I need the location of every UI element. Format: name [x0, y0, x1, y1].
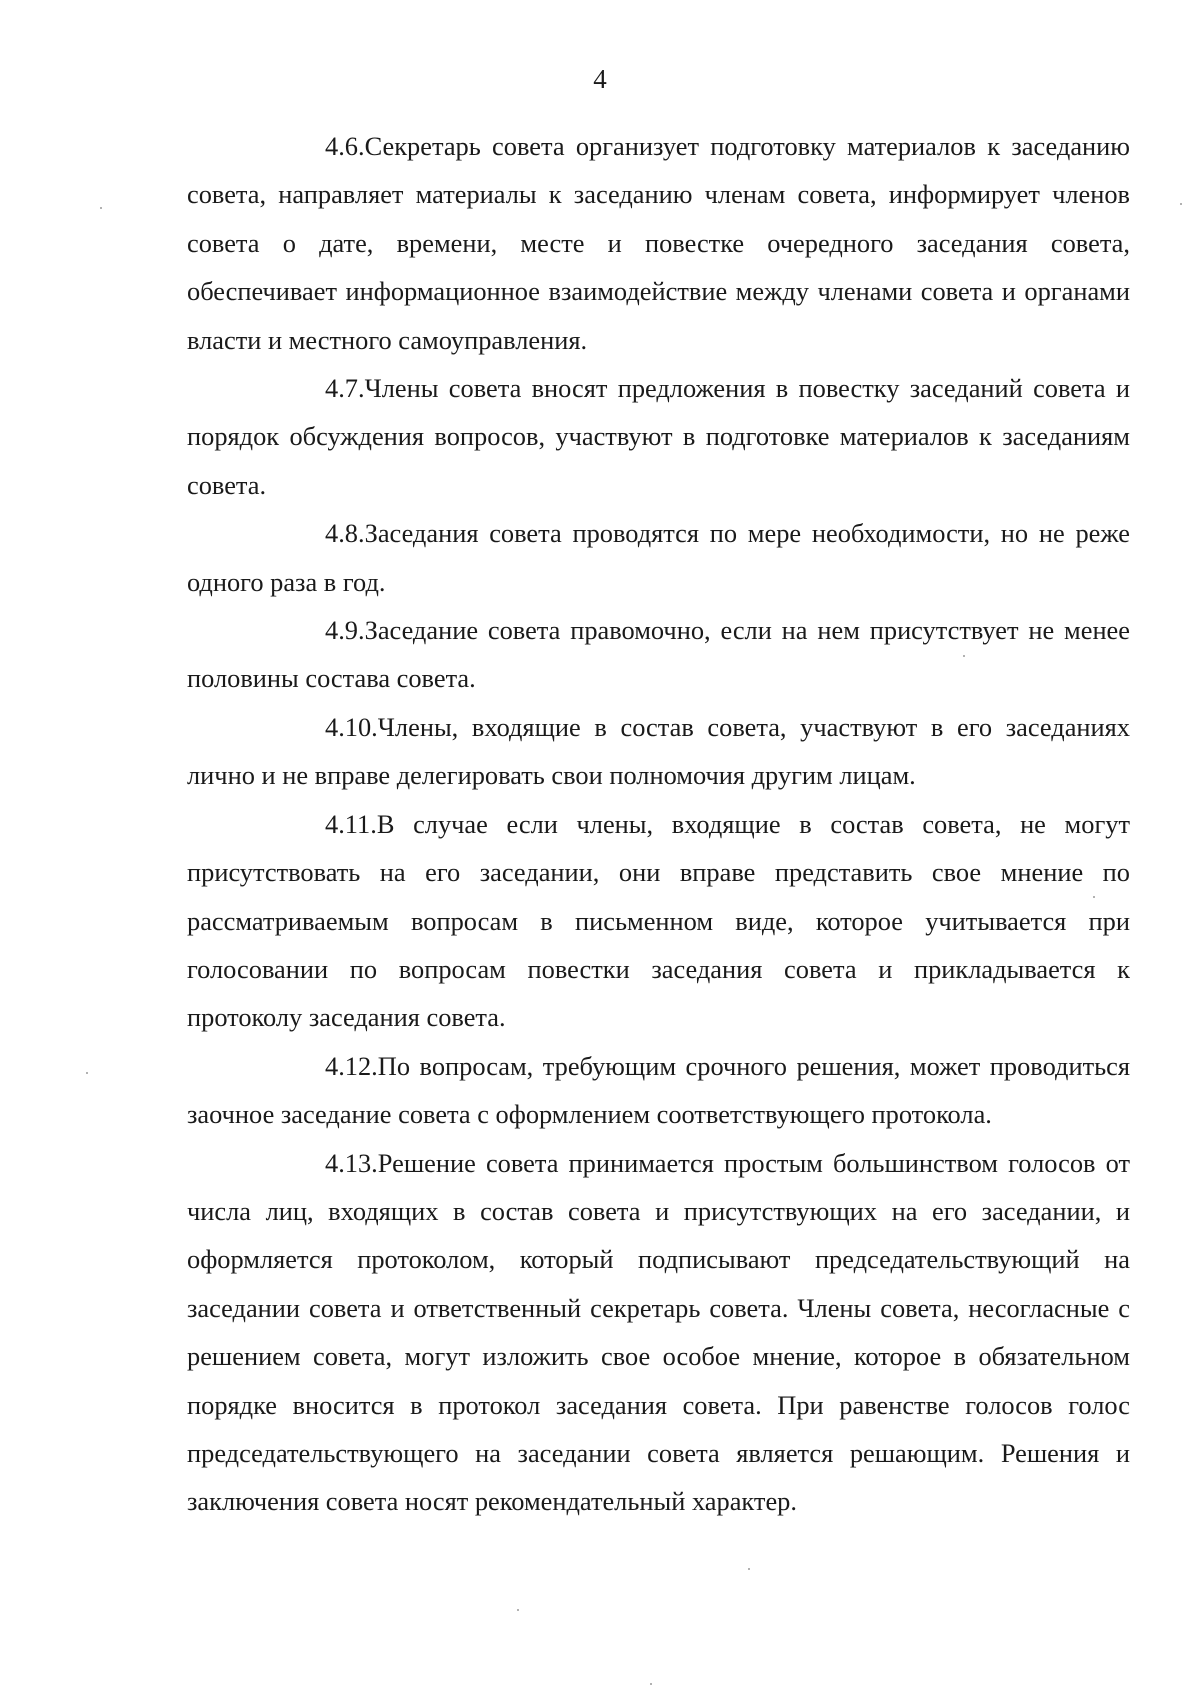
scan-speck — [517, 1609, 519, 1611]
paragraph-number: 4.6. — [325, 131, 365, 161]
paragraph-text: Заседание совета правомочно, если на нем присутствует не менее половины состава совета. — [187, 615, 1130, 694]
scan-speck — [86, 1072, 88, 1074]
paragraph-4-7 — [187, 364, 1130, 509]
scan-speck — [963, 655, 965, 657]
paragraph-text: Секретарь совета организует подготовку материалов к заседанию совета, направляет материалы к заседанию членам совета, информирует членов совета о дате, времени, месте и повестке очередного заседания совета, обеспечивает информационное взаимодействие между членами совета и органами власти и местного самоуправления. — [187, 131, 1130, 355]
paragraph-text: В случае если члены, входящие в состав совета, не могут присутствовать на его заседании, они вправе представить свое мнение по рассматриваемым вопросам в письменном виде, которое учитывается при голосовании по вопросам повестки заседания совета и прикладывается к протоколу заседания совета. — [187, 808, 1130, 1033]
paragraph-4-13 — [187, 1139, 1130, 1526]
paragraph-4-8 — [187, 509, 1130, 606]
scan-speck — [748, 1568, 750, 1570]
scan-speck — [1093, 896, 1095, 898]
paragraph-text: Члены, входящие в состав совета, участвуют в его заседаниях лично и не вправе делегировать свои полномочия другим лицам. — [187, 711, 1130, 791]
paragraph-number: 4.7. — [325, 373, 365, 404]
paragraph-number: 4.9. — [325, 615, 365, 646]
paragraph-text: Заседания совета проводятся по мере необходимости, но не реже одного раза в год. — [187, 518, 1130, 597]
paragraph-number: 4.13. — [325, 1147, 378, 1178]
paragraph-4-6 — [187, 122, 1130, 364]
paragraph-text: По вопросам, требующим срочного решения, может проводиться заочное заседание совета с оформлением соответствующего протокола. — [187, 1050, 1130, 1130]
paragraph-text: Члены совета вносят предложения в повестку заседаний совета и порядок обсуждения вопросов, участвуют в подготовке материалов к заседаниям совета. — [187, 373, 1130, 500]
document-body — [187, 122, 1130, 1526]
paragraph-number: 4.8. — [325, 518, 365, 549]
paragraph-text: Решение совета принимается простым большинством голосов от числа лиц, входящих в состав совета и присутствующих на его заседании, и оформляется протоколом, который подписывают председательствующий на заседании совета и ответственный секретарь совета. Члены совета, несогласные с решением совета, могут изложить свое особое мнение, которое в обязательном порядке вносится в протокол заседания совета. При равенстве голосов голос председательствующего на заседании совета является решающим. Решения и заключения совета носят рекомендательный характер. — [187, 1147, 1130, 1517]
scan-speck — [650, 1683, 652, 1685]
paragraph-4-9 — [187, 606, 1130, 703]
paragraph-number: 4.11. — [325, 808, 377, 839]
scan-speck — [1180, 203, 1182, 205]
scan-speck — [100, 207, 102, 209]
paragraph-4-12 — [187, 1042, 1130, 1139]
paragraph-4-11 — [187, 800, 1130, 1042]
page-number: 4 — [593, 64, 607, 94]
paragraph-4-10 — [187, 703, 1130, 800]
paragraph-number: 4.12. — [325, 1050, 378, 1081]
paragraph-number: 4.10. — [325, 711, 378, 742]
